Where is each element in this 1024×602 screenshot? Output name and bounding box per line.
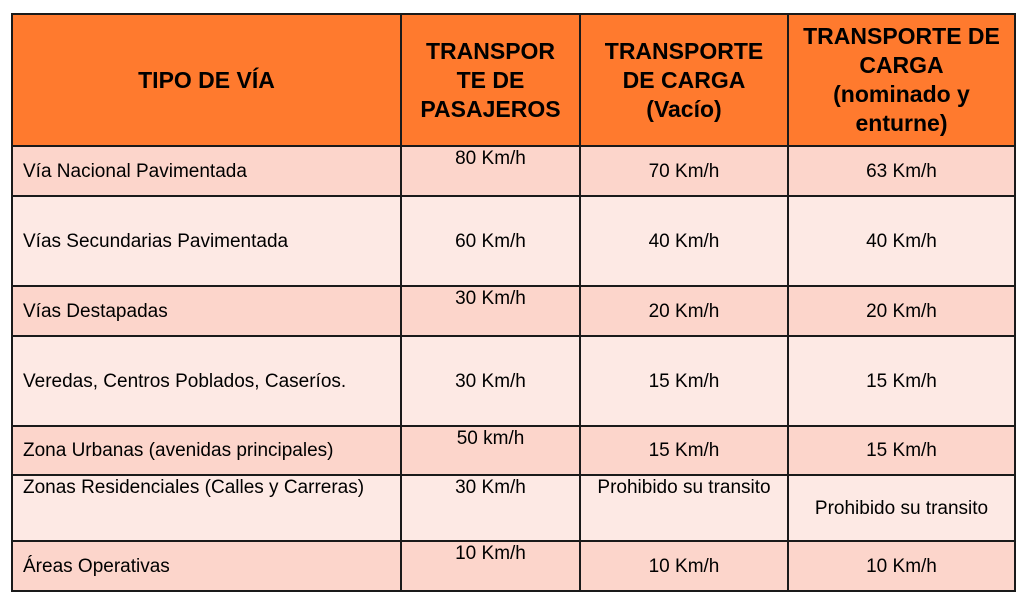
table-row: [12, 286, 1015, 336]
cell-tipo: Áreas Operativas: [12, 541, 401, 591]
cell-tipo: Vías Secundarias Pavimentada: [12, 196, 401, 286]
cell-pasajeros: 60 Km/h: [401, 196, 580, 286]
cell-carga-nominado: 10 Km/h: [788, 541, 1015, 591]
header-row: [12, 14, 1015, 146]
header-transporte-pasajeros: TRANSPOR TE DE PASAJEROS: [401, 14, 580, 146]
table-row: [12, 336, 1015, 426]
speed-limits-table: [11, 13, 1016, 592]
header-tipo-de-via: TIPO DE VÍA: [12, 14, 401, 146]
cell-carga-vacio: 70 Km/h: [580, 146, 788, 196]
table-row: [12, 196, 1015, 286]
cell-tipo: Zona Urbanas (avenidas principales): [12, 426, 401, 475]
cell-tipo: Vía Nacional Pavimentada: [12, 146, 401, 196]
cell-carga-vacio: 20 Km/h: [580, 286, 788, 336]
cell-pasajeros: 30 Km/h: [401, 475, 580, 541]
cell-pasajeros: 30 Km/h: [401, 286, 580, 336]
cell-pasajeros: 30 Km/h: [401, 336, 580, 426]
cell-carga-vacio: 10 Km/h: [580, 541, 788, 591]
cell-carga-nominado: 40 Km/h: [788, 196, 1015, 286]
cell-tipo: Zonas Residenciales (Calles y Carreras): [12, 475, 401, 541]
cell-carga-nominado: Prohibido su transito: [788, 475, 1015, 541]
cell-carga-vacio: 15 Km/h: [580, 336, 788, 426]
table-row: [12, 426, 1015, 475]
table-row: [12, 475, 1015, 541]
cell-carga-vacio: 40 Km/h: [580, 196, 788, 286]
cell-carga-vacio: 15 Km/h: [580, 426, 788, 475]
table-row: [12, 146, 1015, 196]
cell-pasajeros: 80 Km/h: [401, 146, 580, 196]
cell-tipo: Vías Destapadas: [12, 286, 401, 336]
cell-carga-nominado: 15 Km/h: [788, 336, 1015, 426]
cell-carga-nominado: 20 Km/h: [788, 286, 1015, 336]
cell-carga-vacio: Prohibido su transito: [580, 475, 788, 541]
cell-carga-nominado: 15 Km/h: [788, 426, 1015, 475]
header-transporte-carga-nominado: TRANSPORTE DE CARGA (nominado y enturne): [788, 14, 1015, 146]
cell-pasajeros: 10 Km/h: [401, 541, 580, 591]
cell-carga-nominado: 63 Km/h: [788, 146, 1015, 196]
cell-pasajeros: 50 km/h: [401, 426, 580, 475]
cell-tipo: Veredas, Centros Poblados, Caseríos.: [12, 336, 401, 426]
header-transporte-carga-vacio: TRANSPORTE DE CARGA (Vacío): [580, 14, 788, 146]
table-row: [12, 541, 1015, 591]
